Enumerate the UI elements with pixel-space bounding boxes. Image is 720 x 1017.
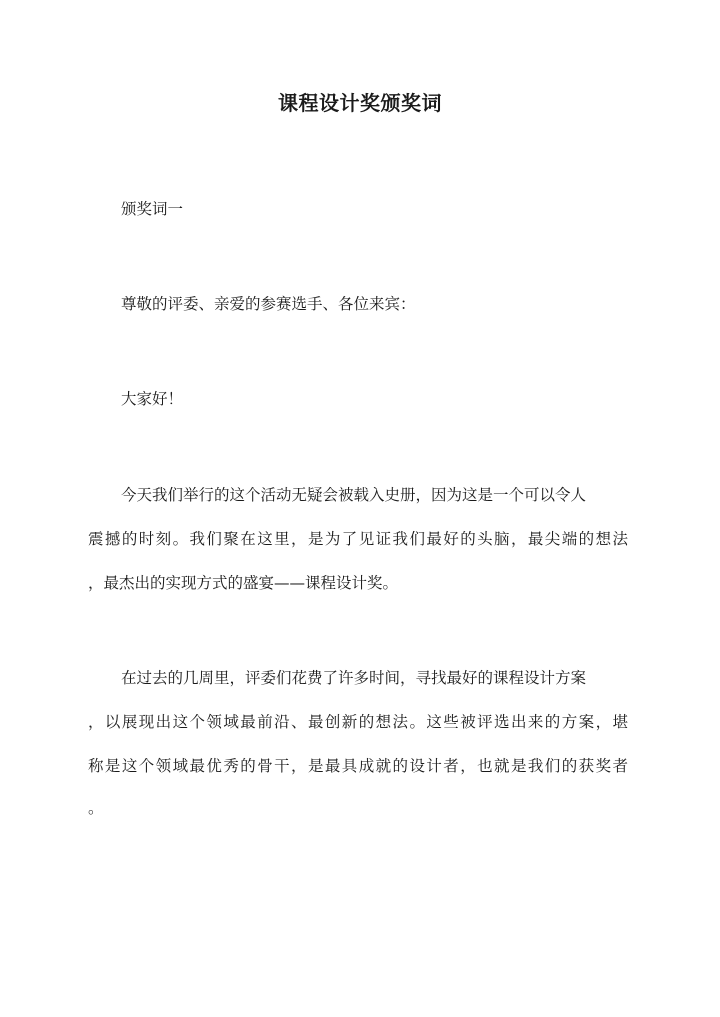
paragraph-2-line-2: ，以展现出这个领域最前沿、最创新的想法。这些被评选出来的方案，堪	[88, 713, 628, 731]
paragraph-2-line-4: 。	[88, 799, 104, 817]
paragraph-2-line-1: 在过去的几周里，评委们花费了许多时间，寻找最好的课程设计方案	[121, 669, 587, 687]
paragraph-1-line-2: 震撼的时刻。我们聚在这里，是为了见证我们最好的头脑，最尖端的想法	[88, 530, 628, 548]
document-title: 课程设计奖颁奖词	[278, 91, 442, 115]
paragraph-2-line-3: 称是这个领域最优秀的骨干，是最具成就的设计者，也就是我们的获奖者	[88, 757, 628, 775]
salutation: 尊敬的评委、亲爱的参赛选手、各位来宾：	[121, 295, 416, 313]
greeting: 大家好！	[121, 390, 184, 408]
section-heading: 颁奖词一	[121, 200, 184, 218]
paragraph-1-line-1: 今天我们举行的这个活动无疑会被载入史册，因为这是一个可以令人	[121, 486, 587, 504]
paragraph-1-line-3: ，最杰出的实现方式的盛宴——课程设计奖。	[88, 574, 399, 592]
